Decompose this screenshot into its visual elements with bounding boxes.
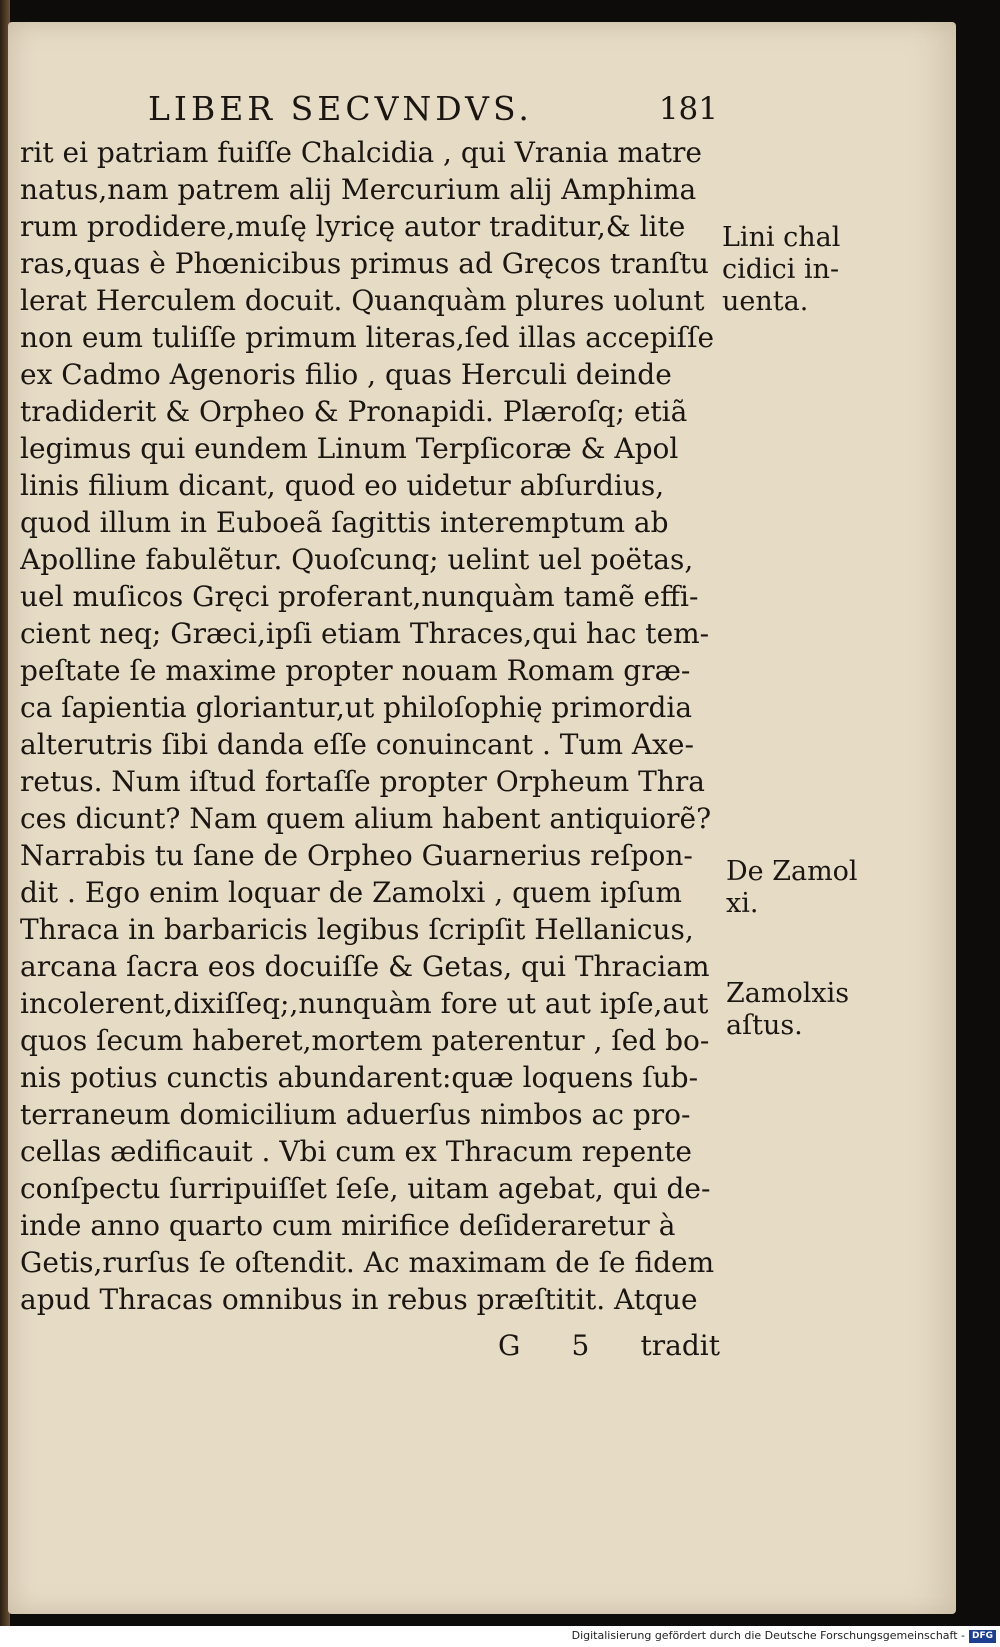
catchword: tradit — [640, 1329, 720, 1362]
footer-credit — [572, 1629, 996, 1643]
marginal-note-line: Zamolxis — [726, 978, 850, 1009]
text-line: nis potius cunctis abundarent:quæ loquens ſub- — [20, 1061, 699, 1094]
text-line: apud Thracas omnibus in rebus præſtitit. Atque — [20, 1283, 698, 1316]
marginal-note-zamolxis-astus — [726, 978, 886, 1042]
text-line: alterutris ſibi danda eſſe conuincant . Tum Axe- — [20, 728, 694, 761]
text-line: ca ſapientia gloriantur,ut philoſophię primordia — [20, 691, 693, 724]
text-line: ex Cadmo Agenoris filio , quas Herculi deinde — [20, 358, 672, 391]
text-line: rit ei patriam fuiſſe Chalcidia , qui Vrania matre — [20, 136, 702, 169]
dfg-logo: DFG — [969, 1630, 996, 1643]
text-line: Narrabis tu ſane de Orpheo Guarnerius reſpon- — [20, 839, 693, 872]
marginal-note-line: aſtus. — [726, 1010, 803, 1041]
text-line: ras,quas è Phœnicibus primus ad Gręcos tranſtu — [20, 247, 709, 280]
text-line: quod illum in Euboeã ſagittis interemptum ab — [20, 506, 669, 539]
text-line: tradiderit & Orpheo & Pronapidi. Plæroſq; etiã — [20, 395, 688, 428]
text-line: ces dicunt? Nam quem alium habent antiquiorẽ? — [20, 802, 712, 835]
page-header — [148, 86, 718, 132]
text-line: incolerent,dixiſſeq;,nunquàm fore ut aut ipſe,aut — [20, 987, 709, 1020]
text-line: peſtate ſe maxime propter nouam Romam græ- — [20, 654, 691, 687]
marginal-note-line: uenta. — [722, 286, 809, 317]
page-number: 181 — [658, 91, 718, 127]
digitization-footer — [0, 1626, 1000, 1647]
marginal-note-line: Lini chal — [722, 222, 841, 253]
text-line: inde anno quarto cum mirifice deſideraretur à — [20, 1209, 676, 1242]
text-line: Getis,rurſus ſe oſtendit. Ac maximam de ſe fidem — [20, 1246, 715, 1279]
marginal-note-lini — [722, 222, 882, 318]
running-head: LIBER SECVNDVS. — [148, 89, 533, 128]
signature-number: 5 — [571, 1329, 590, 1362]
text-line: Thraca in barbaricis legibus ſcripſit Hellanicus, — [20, 913, 694, 946]
text-line: legimus qui eundem Linum Terpſicoræ & Apol — [20, 432, 679, 465]
text-line: conſpectu ſurripuiſſet ſeſe, uitam agebat, qui de- — [20, 1172, 711, 1205]
text-line: cient neq; Græci,ipſi etiam Thraces,qui hac tem- — [20, 617, 710, 650]
text-line: cellas ædificauit . Vbi cum ex Thracum repente — [20, 1135, 692, 1168]
main-text — [20, 134, 725, 1318]
text-line: lerat Herculem docuit. Quanquàm plures uolunt — [20, 284, 705, 317]
text-line: terraneum domicilium aduerſus nimbos ac pro- — [20, 1098, 691, 1131]
text-line: dit . Ego enim loquar de Zamolxi , quem ipſum — [20, 876, 682, 909]
footer-text: Digitalisierung gefördert durch die Deutsche Forschungsgemeinschaft - — [571, 1629, 965, 1642]
text-line: Apolline fabulẽtur. Quoſcunq; uelint uel poëtas, — [20, 543, 694, 576]
text-line: uel muſicos Gręci proferant,nunquàm tamẽ effi- — [20, 580, 699, 613]
text-line: non eum tuliſſe primum literas,ſed illas accepiſſe — [20, 321, 715, 354]
marginal-note-line: cidici in- — [722, 254, 840, 285]
text-line: rum prodidere,muſę lyricę autor traditur,& lite — [20, 210, 686, 243]
text-line: linis filium dicant, quod eo uidetur abſurdius, — [20, 469, 665, 502]
text-line: quos ſecum haberet,mortem paterentur , ſed bo- — [20, 1024, 710, 1057]
catchline — [498, 1326, 720, 1366]
text-line: retus. Num iſtud fortaſſe propter Orpheum Thra — [20, 765, 705, 798]
marginal-note-zamolxi — [726, 856, 886, 920]
text-line: natus,nam patrem alij Mercurium alij Amphima — [20, 173, 697, 206]
marginal-note-line: xi. — [726, 888, 759, 919]
signature-mark: G — [498, 1329, 521, 1362]
marginal-note-line: De Zamol — [726, 856, 858, 887]
text-line: arcana ſacra eos docuiſſe & Getas, qui Thraciam — [20, 950, 710, 983]
